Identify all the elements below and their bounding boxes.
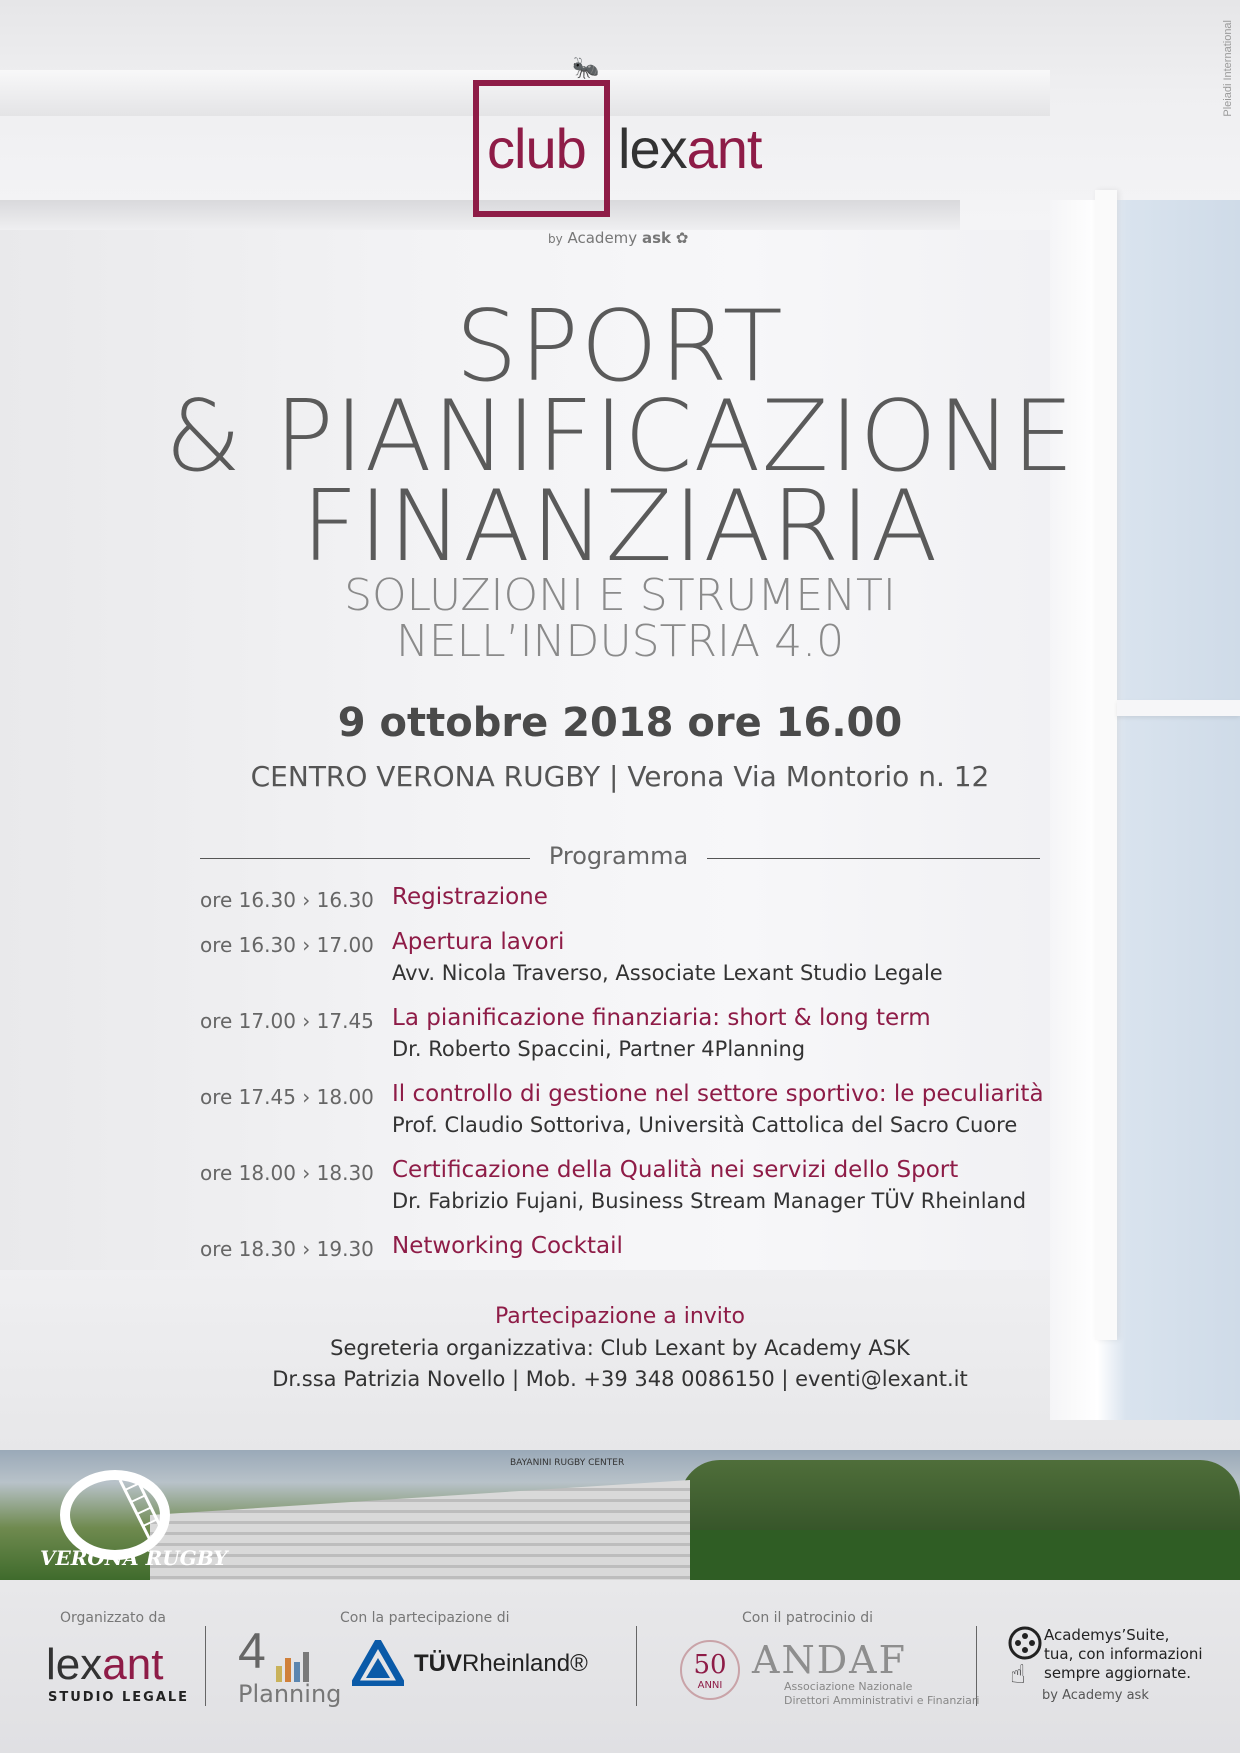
program-time: ore 16.30 › 17.00 xyxy=(200,933,374,957)
side-credit: Pleiadi International xyxy=(1222,20,1234,117)
program-speaker: Dr. Fabrizio Fujani, Business Stream Manager TÜV Rheinland xyxy=(392,1189,1027,1213)
logo-ask: ask xyxy=(641,229,671,247)
divider xyxy=(707,858,1040,859)
event-date: 9 ottobre 2018 ore 16.00 xyxy=(337,700,903,746)
suite-line-1: Academys’Suite, xyxy=(1044,1626,1170,1644)
program-speaker: Avv. Nicola Traverso, Associate Lexant Studio Legale xyxy=(392,961,943,985)
suite-byline: by Academy ask xyxy=(1042,1688,1149,1703)
invitation-note: Partecipazione a invito xyxy=(495,1304,745,1329)
divider xyxy=(636,1626,637,1706)
andaf-50-number: 50 xyxy=(693,1650,727,1680)
organized-by-label: Organizzato da xyxy=(60,1610,167,1626)
program-topic: Certificazione della Qualità nei servizi dello Sport xyxy=(392,1157,959,1183)
program-speaker: Prof. Claudio Sottoriva, Università Cattolica del Sacro Cuore xyxy=(392,1113,1018,1137)
program-time: ore 18.00 › 18.30 xyxy=(200,1161,374,1185)
lexant-studio-logo xyxy=(46,1640,163,1690)
andaf-logo-text: ANDAF xyxy=(752,1638,907,1682)
divider xyxy=(200,858,530,859)
program-label: Programma xyxy=(548,842,689,870)
pointer-hand-icon: ☝ xyxy=(1010,1660,1026,1690)
participation-label: Con la partecipazione di xyxy=(340,1610,510,1626)
suite-line-2: tua, con informazioni xyxy=(1044,1645,1203,1663)
logo-ant: ant xyxy=(686,117,762,180)
program-topic: Il controllo di gestione nel settore sportivo: le peculiarità xyxy=(392,1081,1044,1107)
logo-academy: Academy xyxy=(567,229,638,247)
rugby-pitch-image xyxy=(620,1530,1240,1580)
logo-lexant-text xyxy=(618,116,761,181)
stadium-stands-image xyxy=(150,1480,690,1580)
logo-lex: lex xyxy=(618,117,687,180)
organizing-secretariat: Segreteria organizzativa: Club Lexant by Academy ASK xyxy=(330,1336,910,1360)
lexant-studio-subtitle: STUDIO LEGALE xyxy=(48,1690,190,1705)
program-topic: Registrazione xyxy=(392,884,548,910)
program-time: ore 17.00 › 17.45 xyxy=(200,1009,374,1033)
tuv-rest: Rheinland® xyxy=(462,1650,588,1677)
verona-rugby-text: VERONA RUGBY xyxy=(40,1546,228,1570)
program-topic: Networking Cocktail xyxy=(392,1233,623,1259)
bar-chart-icon xyxy=(276,1652,310,1682)
title-line-2: & PIANIFICAZIONE xyxy=(165,380,1075,494)
academy-suite-icon xyxy=(1008,1626,1042,1660)
andaf-subtitle-2: Direttori Amministrativi e Finanziari xyxy=(784,1694,980,1707)
contact-details: Dr.ssa Patrizia Novello | Mob. +39 348 0086150 | eventi@lexant.it xyxy=(272,1367,968,1391)
lexant-lex: lex xyxy=(46,1640,103,1689)
program-time: ore 17.45 › 18.00 xyxy=(200,1085,374,1109)
tuv-bold: TÜV xyxy=(414,1650,462,1677)
subtitle-line-2: NELL’INDUSTRIA 4.0 xyxy=(395,616,845,667)
logo-by: by xyxy=(548,232,563,246)
lexant-ant: ant xyxy=(102,1640,164,1689)
stadium-sign: BAYANINI RUGBY CENTER xyxy=(510,1458,625,1468)
planning-logo-word: Planning xyxy=(238,1680,342,1708)
trees-image xyxy=(680,1460,1240,1530)
program-time: ore 16.30 › 16.30 xyxy=(200,888,374,912)
suite-line-3: sempre aggiornate. xyxy=(1044,1664,1192,1682)
stadium-banner xyxy=(0,1450,1240,1580)
program-topic: Apertura lavori xyxy=(392,929,565,955)
subtitle-line-1: SOLUZIONI E STRUMENTI xyxy=(344,570,896,621)
ask-flower-icon: ✿ xyxy=(675,229,689,247)
patronage-label: Con il patrocinio di xyxy=(742,1610,874,1626)
logo-club-text: club xyxy=(487,117,586,180)
tuv-rheinland-logo-text xyxy=(414,1650,588,1678)
title-line-3: FINANZIARIA xyxy=(301,470,939,584)
divider xyxy=(205,1626,206,1706)
planning-logo-number: 4 xyxy=(238,1623,266,1679)
title-line-1: SPORT xyxy=(455,290,785,404)
andaf-subtitle-1: Associazione Nazionale xyxy=(784,1680,913,1693)
ant-icon: 🐜 xyxy=(572,56,600,81)
event-venue: CENTRO VERONA RUGBY | Verona Via Montorio n. 12 xyxy=(250,760,990,793)
andaf-50-anni: ANNI xyxy=(697,1680,723,1691)
logo-byline xyxy=(548,229,688,247)
tuv-triangle-icon xyxy=(352,1640,404,1686)
program-speaker: Dr. Roberto Spaccini, Partner 4Planning xyxy=(392,1037,806,1061)
program-topic: La pianificazione finanziaria: short & long term xyxy=(392,1005,931,1031)
program-time: ore 18.30 › 19.30 xyxy=(200,1237,374,1261)
